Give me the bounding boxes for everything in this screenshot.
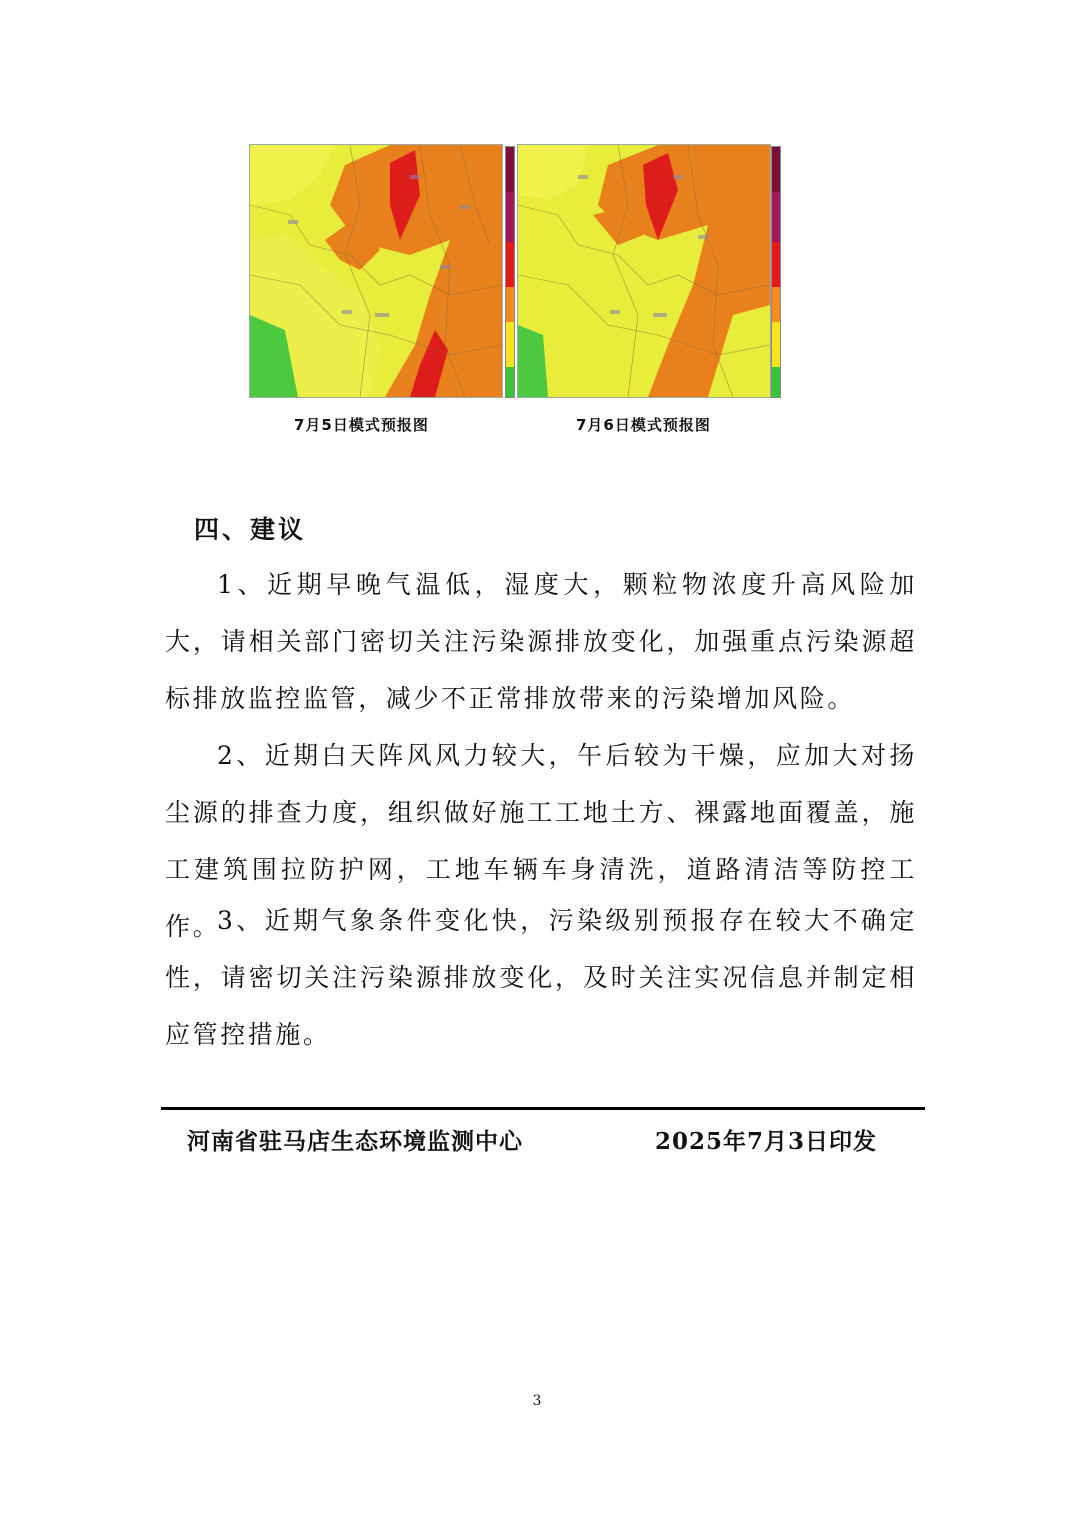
section-title: 四、建议 (194, 515, 307, 544)
map-caption-july5: 7月5日模式预报图 (294, 416, 429, 434)
forecast-maps (249, 144, 781, 398)
footer-divider (161, 1107, 925, 1110)
footer-issue-date: 2025年7月3日印发 (655, 1128, 878, 1155)
forecast-map-july6 (517, 144, 771, 398)
page-number: 3 (532, 1393, 542, 1409)
paragraph-2: 2、近期白天阵风风力较大，午后较为干燥，应加大对扬尘源的排查力度，组织做好施工工地土方、裸露地面覆盖，施工建筑围拉防护网，工地车辆车身清洗，道路清洁等防控工作。 (165, 741, 917, 941)
forecast-map-july5-image (250, 145, 502, 397)
paragraph-1: 1、近期早晚气温低，湿度大，颗粒物浓度升高风险加大，请相关部门密切关注污染源排放变化，加强重点污染源超标排放监控监管，减少不正常排放带来的污染增加风险。 (165, 570, 917, 713)
legend-bar-july6 (771, 146, 781, 398)
paragraph-3: 3、近期气象条件变化快，污染级别预报存在较大不确定性，请密切关注污染源排放变化，及时关注实况信息并制定相应管控措施。 (165, 906, 917, 1049)
footer-organization: 河南省驻马店生态环境监测中心 (187, 1128, 523, 1155)
legend-bar-july5 (505, 146, 515, 398)
map-caption-july6: 7月6日模式预报图 (576, 416, 711, 434)
forecast-map-july6-image (518, 145, 770, 397)
forecast-map-july5 (249, 144, 503, 398)
